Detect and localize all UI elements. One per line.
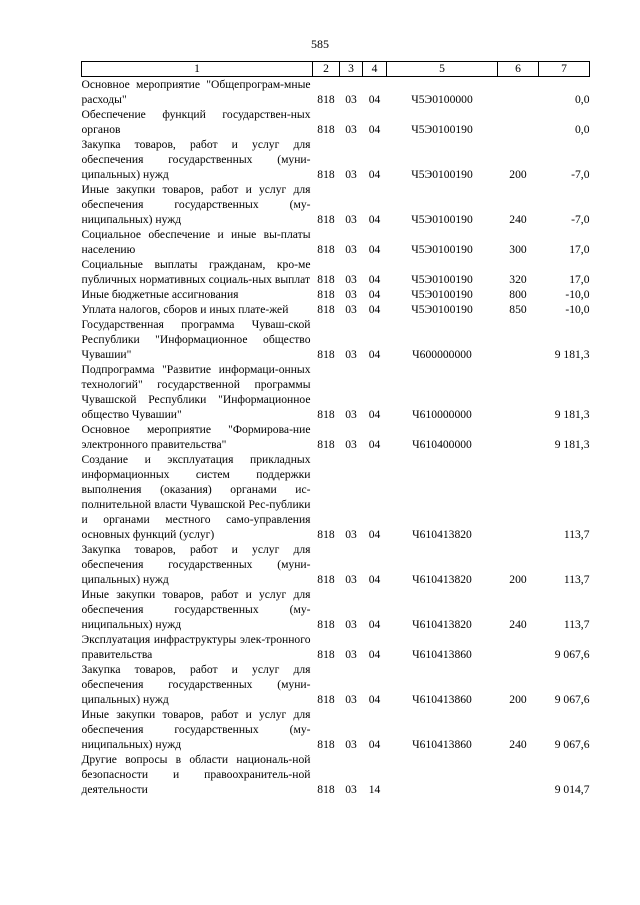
subsection-code: 04 [368, 348, 381, 361]
amount-value: 9 067,6 [554, 648, 590, 661]
section-code: 03 [345, 408, 357, 421]
header-col-5: 5 [387, 62, 498, 77]
row-name: Закупка товаров, работ и услуг для обеспечения государственных (муни-ципальных) нужд [81, 543, 311, 586]
row-name: Социальные выплаты гражданам, кро-ме публичных нормативных социаль-ных выплат [81, 258, 311, 286]
subsection-code: 04 [368, 303, 381, 316]
expense-type-code [498, 362, 539, 422]
amount-value: 9 181,3 [554, 408, 590, 421]
section-code: 03 [345, 213, 357, 226]
row-name: Другие вопросы в области националь-ной безопасности и правоохранитель-ной деятельности [81, 753, 311, 796]
section-code: 03 [345, 123, 357, 136]
ministry-code: 818 [317, 738, 335, 751]
table-row [82, 137, 590, 182]
target-article-code: Ч5Э0100000 [411, 93, 473, 106]
table-row [82, 257, 590, 287]
page-number: 585 [311, 37, 329, 51]
target-article-code [387, 752, 498, 797]
header-col-3: 3 [340, 62, 363, 77]
ministry-code: 818 [317, 408, 335, 421]
expense-type-code [498, 452, 539, 542]
ministry-code: 818 [317, 693, 335, 706]
target-article-code: Ч610413820 [412, 573, 472, 586]
expense-type-code: 300 [509, 243, 527, 256]
row-name: Основное мероприятие "Общепрограм-мные расходы" [81, 78, 311, 106]
header-col-7: 7 [539, 62, 590, 77]
table-row [82, 287, 590, 302]
ministry-code: 818 [317, 303, 335, 316]
amount-value: -7,0 [571, 213, 590, 226]
subsection-code: 04 [368, 408, 381, 421]
subsection-code: 04 [368, 243, 381, 256]
ministry-code: 818 [317, 438, 335, 451]
row-name: Закупка товаров, работ и услуг для обеспечения государственных (муни-ципальных) нужд [81, 663, 311, 706]
subsection-code: 04 [368, 618, 381, 631]
section-code: 03 [345, 288, 357, 301]
row-name: Иные бюджетные ассигнования [81, 288, 239, 301]
table-row [82, 707, 590, 752]
budget-table [81, 61, 590, 797]
amount-value: -7,0 [571, 168, 590, 181]
table-row [82, 77, 590, 108]
amount-value: 9 181,3 [554, 348, 590, 361]
expense-type-code: 240 [509, 213, 527, 226]
amount-value: 113,7 [563, 618, 590, 631]
target-article-code: Ч5Э0100190 [411, 288, 473, 301]
table-row [82, 587, 590, 632]
table-row [82, 662, 590, 707]
table-row [82, 107, 590, 137]
amount-value: 17,0 [569, 273, 590, 286]
row-name: Создание и эксплуатация прикладных информационных систем поддержки выполнения (оказания) органами ис-полнительной власти Чувашской Рес-публики и органами местного само-управления основных функций (услуг) [81, 453, 311, 541]
row-name: Закупка товаров, работ и услуг для обеспечения государственных (муни-ципальных) нужд [81, 138, 311, 181]
row-name: Иные закупки товаров, работ и услуг для обеспечения государственных (му-ниципальных) нужд [81, 588, 311, 631]
amount-value: -10,0 [565, 288, 590, 301]
subsection-code: 04 [368, 273, 381, 286]
table-row [82, 752, 590, 797]
expense-type-code [498, 422, 539, 452]
section-code: 03 [345, 243, 357, 256]
table-body [82, 77, 590, 798]
ministry-code: 818 [317, 168, 335, 181]
expense-type-code [498, 632, 539, 662]
target-article-code: Ч5Э0100190 [411, 303, 473, 316]
amount-value: 113,7 [563, 528, 590, 541]
subsection-code: 04 [368, 168, 381, 181]
expense-type-code: 200 [509, 573, 527, 586]
amount-value: 113,7 [563, 573, 590, 586]
expense-type-code [498, 752, 539, 797]
subsection-code: 14 [368, 783, 381, 796]
amount-value: 9 067,6 [554, 693, 590, 706]
subsection-code: 04 [368, 528, 381, 541]
section-code: 03 [345, 573, 357, 586]
target-article-code: Ч5Э0100190 [411, 213, 473, 226]
expense-type-code: 240 [509, 618, 527, 631]
row-name: Основное мероприятие "Формирова-ние электронного правительства" [81, 423, 311, 451]
target-article-code: Ч610413860 [412, 693, 472, 706]
table-row [82, 362, 590, 422]
target-article-code: Ч5Э0100190 [411, 168, 473, 181]
target-article-code: Ч610413860 [412, 738, 472, 751]
expense-type-code: 850 [509, 303, 527, 316]
table-row [82, 317, 590, 362]
table-row [82, 632, 590, 662]
ministry-code: 818 [317, 288, 335, 301]
amount-value: 17,0 [569, 243, 590, 256]
ministry-code: 818 [317, 618, 335, 631]
table-row [82, 452, 590, 542]
table-row [82, 422, 590, 452]
target-article-code: Ч5Э0100190 [411, 243, 473, 256]
subsection-code: 04 [368, 213, 381, 226]
table-row [82, 227, 590, 257]
amount-value: 9 067,6 [554, 738, 590, 751]
table-row [82, 542, 590, 587]
ministry-code: 818 [317, 243, 335, 256]
target-article-code: Ч610413820 [412, 618, 472, 631]
subsection-code: 04 [368, 438, 381, 451]
ministry-code: 818 [317, 783, 335, 796]
section-code: 03 [345, 693, 357, 706]
target-article-code: Ч610413860 [412, 648, 472, 661]
ministry-code: 818 [317, 93, 335, 106]
ministry-code: 818 [317, 273, 335, 286]
subsection-code: 04 [368, 573, 381, 586]
row-name: Государственная программа Чуваш-ской Республики "Информационное общество Чувашии" [81, 318, 311, 361]
row-name: Иные закупки товаров, работ и услуг для обеспечения государственных (му-ниципальных) нужд [81, 183, 311, 226]
header-col-2: 2 [313, 62, 340, 77]
row-name: Эксплуатация инфраструктуры элек-тронного правительства [81, 633, 311, 661]
expense-type-code: 200 [509, 168, 527, 181]
ministry-code: 818 [317, 648, 335, 661]
section-code: 03 [345, 648, 357, 661]
row-name: Подпрограмма "Развитие информаци-онных технологий" государственной программы Чувашской Республики "Информационное общество Чувашии" [81, 363, 311, 421]
row-name: Обеспечение функций государствен-ных органов [81, 108, 311, 136]
section-code: 03 [345, 738, 357, 751]
ministry-code: 818 [317, 123, 335, 136]
expense-type-code [498, 107, 539, 137]
subsection-code: 04 [368, 738, 381, 751]
ministry-code: 818 [317, 348, 335, 361]
section-code: 03 [345, 168, 357, 181]
target-article-code: Ч5Э0100190 [411, 123, 473, 136]
amount-value: 9 181,3 [554, 438, 590, 451]
section-code: 03 [345, 93, 357, 106]
target-article-code: Ч610000000 [412, 408, 472, 421]
header-col-1: 1 [82, 62, 313, 77]
header-col-6: 6 [498, 62, 539, 77]
target-article-code: Ч610400000 [412, 438, 472, 451]
target-article-code: Ч610413820 [412, 528, 472, 541]
subsection-code: 04 [368, 288, 381, 301]
expense-type-code: 200 [509, 693, 527, 706]
section-code: 03 [345, 783, 357, 796]
ministry-code: 818 [317, 573, 335, 586]
section-code: 03 [345, 348, 357, 361]
section-code: 03 [345, 303, 357, 316]
expense-type-code [498, 77, 539, 108]
amount-value: -10,0 [565, 303, 590, 316]
section-code: 03 [345, 528, 357, 541]
header-col-4: 4 [363, 62, 387, 77]
header-row [82, 62, 590, 77]
target-article-code: Ч5Э0100190 [411, 273, 473, 286]
section-code: 03 [345, 618, 357, 631]
subsection-code: 04 [368, 123, 381, 136]
row-name: Социальное обеспечение и иные вы-платы населению [81, 228, 311, 256]
table-row [82, 302, 590, 317]
section-code: 03 [345, 438, 357, 451]
expense-type-code: 320 [509, 273, 527, 286]
section-code: 03 [345, 273, 357, 286]
ministry-code: 818 [317, 213, 335, 226]
amount-value: 0,0 [575, 123, 590, 136]
row-name: Уплата налогов, сборов и иных плате-жей [81, 303, 289, 316]
subsection-code: 04 [368, 693, 381, 706]
row-name: Иные закупки товаров, работ и услуг для обеспечения государственных (му-ниципальных) нужд [81, 708, 311, 751]
subsection-code: 04 [368, 93, 381, 106]
amount-value: 0,0 [575, 93, 590, 106]
expense-type-code: 800 [509, 288, 527, 301]
subsection-code: 04 [368, 648, 381, 661]
amount-value: 9 014,7 [554, 783, 590, 796]
ministry-code: 818 [317, 528, 335, 541]
expense-type-code: 240 [509, 738, 527, 751]
table-row [82, 182, 590, 227]
expense-type-code [498, 317, 539, 362]
target-article-code: Ч600000000 [412, 348, 472, 361]
table-header [82, 62, 590, 77]
